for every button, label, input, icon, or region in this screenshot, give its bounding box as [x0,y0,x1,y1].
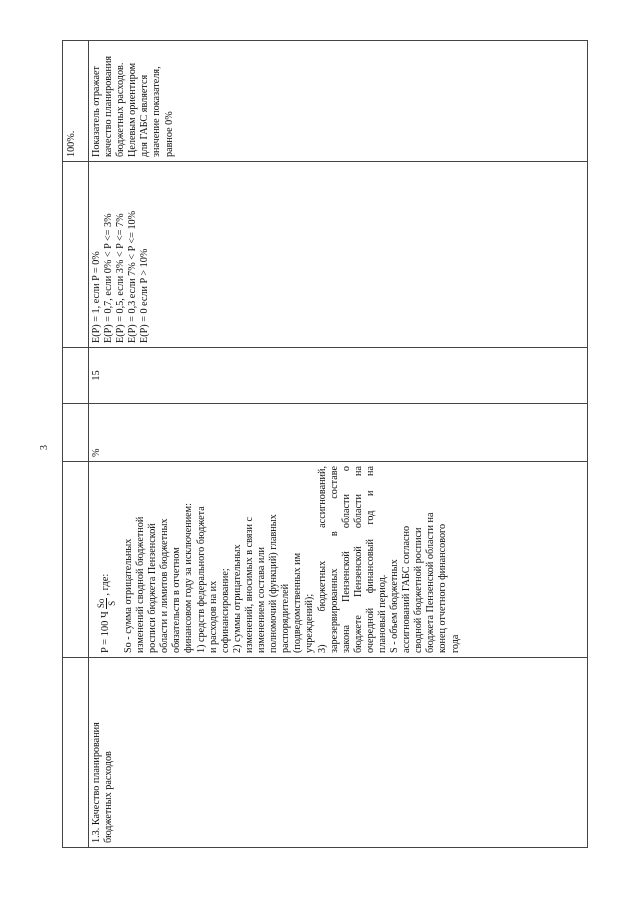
comment-cell [88,41,587,161]
top-cell-6-text: 100%. [66,130,77,157]
scale-line: E(P) = 0,3 если 7% < P <= 10% [127,210,139,343]
indicator-table [62,40,588,848]
formula-description [123,466,317,653]
comment-line: бюджетных расходов. [115,62,127,157]
formula-numerator: So [95,598,106,609]
unit-text: % [91,448,102,457]
comment-line: качество планирования [103,55,115,157]
description-line: учреждений); [304,593,316,653]
description-line: полномочий (функций) главных [268,514,280,653]
comment-line: равное 0% [163,111,175,157]
indicator-name-line: бюджетных расходов [103,751,115,843]
comment-line: значение показателя, [151,66,163,157]
description-line: (подведомственных им [292,552,304,653]
description-line: изменений сводной бюджетной [135,516,147,653]
formula-prefix: P = 100 Ч [99,611,111,653]
description-line: ассигнований ГАБС согласно [401,525,413,653]
formula-description-justified [317,466,377,653]
rotated-page-content [62,40,588,848]
description-line: бюджете Пензенской области на [352,466,364,653]
comment-line: Целевым ориентиром [127,62,139,157]
formula-fraction [96,598,117,610]
formula-cell [88,461,587,657]
description-line: росписи бюджета Пензенской [147,523,159,653]
page-number: 3 [39,445,50,450]
description-line: области и лимитов бюджетных [159,518,171,653]
description-line: бюджета Пензенской области на [425,512,437,653]
description-line: финансовом году за исключением: [183,503,195,653]
description-line: закона Пензенской области о [340,466,352,653]
top-cell-5 [63,161,88,347]
description-line: сводной бюджетной росписи [413,527,425,653]
top-cell-4 [63,347,88,403]
description-line: конец отчетного финансового [437,523,449,653]
comment-line: Показатель отражает [91,66,102,157]
table-top-row [63,41,89,847]
indicator-name-cell [88,657,587,847]
description-line: и расходов на их [207,580,219,653]
scale-line: E(P) = 0 если P > 10% [139,248,151,343]
description-line: софинансирование; [219,568,231,653]
top-cell-2 [63,461,88,657]
top-cell-6 [63,41,88,161]
description-line: очередной финансовый год и на [364,466,376,653]
description-line: плановый период. [376,574,388,653]
description-line: 3) бюджетных ассигнований, [316,466,328,653]
description-line: изменением состава или [256,547,268,653]
weight-text: 15 [91,370,102,381]
scale-line: E(P) = 1, если P = 0% [91,251,102,343]
description-line: обязательств в отчетном [171,547,183,653]
table-row [88,41,587,847]
description-line: зарезервированных в составе [328,466,340,653]
formula [91,466,121,653]
weight-cell [88,347,587,403]
description-line: 1) средств федерального бюджета [195,506,207,653]
scale-line: E(P) = 0,5, если 3% < P <= 7% [115,213,127,343]
top-cell-1 [63,657,88,847]
formula-suffix: , где: [99,573,111,596]
description-line: 2) суммы отрицательных [231,544,243,653]
formula-denominator: S [106,600,117,606]
description-line: изменений, вносимых в связи с [243,516,255,653]
description-line: года [449,634,461,653]
scale-line: E(P) = 0,7, если 0% < P <= 3% [103,213,115,343]
indicator-name-line: 1.3. Качество планирования [91,722,102,843]
formula-description-tail [377,466,462,653]
description-line: So - сумма отрицательных [123,538,134,653]
unit-cell [88,403,587,461]
top-cell-3 [63,403,88,461]
comment-line: для ГАБС является [139,74,151,157]
description-line: S - объем бюджетных [389,559,401,653]
scale-cell [88,161,587,347]
description-line: распорядителей [280,583,292,653]
